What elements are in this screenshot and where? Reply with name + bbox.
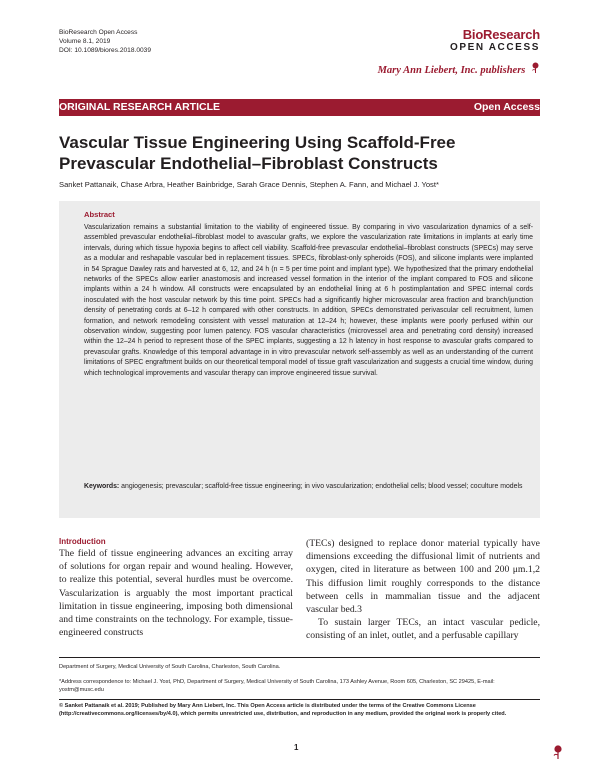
intro-paragraph-1 [59, 547, 293, 639]
intro-text-2: (TECs) designed to replace donor material typically have dimensions exceeding the diffusional limit of nutrients and oxygen, cited in literature as between 100 and 200 μm.1,2 This diffusion limit roughly corresponds to the distance between cells in mammalian tissue and the adjacent vascular bed.3 [306, 538, 540, 616]
journal-volume: Volume 8.1, 2019 [59, 38, 111, 45]
abstract-box [59, 201, 540, 518]
abstract-text: Vascularization remains a substantial limitation to the viability of engineered tissue. By comparing in vivo vascularization dynamics of a self-assembled prevascular endothelial–fibroblast model to avascular grafts, we explore the vascularization rate limitations in implants at early time intervals, during which tissue hypoxia begins to affect cell viability. Scaffold-free prevascular endothelial–fibroblast constructs (SPECs) may serve as a modular and reshapable vascular bed in replacement tissues. SPECs, fibroblast-only spheroids (FOS), and silicone implants were implanted in 54 Sprague Dawley rats and harvested at 6, 12, and 24 h (n = 5 per time point and implant type). We hypothesized that the primary endothelial networks of the SPECs allow earlier anastomosis and increased vessel formation in the interior of the implant compared to FOS and silicone implants within a 24 h window. All constructs were encapsulated by an endothelial lining at 6 h postimplantation and SPEC internal cords inosculated with the host vascular network by this time point. SPECs had a significantly higher microvascular area fraction and branch/junction density of penetrating cords at 6–12 h compared with other constructs. In addition, SPECs demonstrated perivascular cell recruitment, lumen formation, and network remodeling consistent with vessel maturation at 12–24 h; however, these implants were poorly perfused within our observation window, suggesting poor lumen patency. FOS vascular characteristics (microvessel area and penetrating cord density) increased within the 12–24 h period to represent those of the SPEC implants, suggesting a 12 h latency in host response to avascular grafts compared to prevascular grafts. Knowledge of this temporal advantage in in vitro prevascular network self-assembly as well as an understanding of the current limitations of SPEC engraftment builds on our theoretical temporal model of tissue graft vascularization and suggests a crucial time window, during which technological improvements and vascular therapy can improve engineered tissue survival. [84, 224, 533, 377]
publisher-name: Mary Ann Liebert, Inc. publishers [377, 65, 526, 76]
rose-icon [552, 745, 564, 759]
journal-name: BioResearch Open Access [59, 29, 138, 36]
journal-doi: DOI: 10.1089/biores.2018.0039 [59, 47, 152, 54]
intro-column-1 [59, 537, 293, 639]
affiliation: Department of Surgery, Medical University of South Carolina, Charleston, South Carolina. [59, 664, 281, 670]
intro-heading: Introduction [59, 537, 106, 546]
access-label: Open Access [473, 101, 540, 113]
keywords-list: angiogenesis; prevascular; scaffold-free tissue engineering; in vivo vascularization; endothelial cells; blood vessel; coculture models [121, 483, 523, 490]
intro-text-1: The field of tissue engineering advances an exciting array of solutions for organ repair and wound healing. However, to realize this potential, several hurdles must be overcome. Vascularization is arguably the most important practical limitation in tissue engineering, imposing both dimensional and time constraints on the technology. For example, tissue-engineered constructs [59, 548, 293, 639]
abstract-heading: Abstract [84, 210, 115, 219]
intro-text-3: To sustain larger TECs, an intact vascular pedicle, consisting of an inlet, outlet, and a perfusable capillary [306, 617, 540, 642]
title-line-2: Prevascular Endothelial–Fibroblast Constructs [59, 154, 438, 173]
title-line-1: Vascular Tissue Engineering Using Scaffold-Free [59, 133, 456, 152]
article-type-banner [59, 99, 540, 116]
page-number: 1 [294, 743, 299, 752]
brand-subtitle: OPEN ACCESS [449, 42, 540, 53]
rose-icon [531, 62, 540, 76]
intro-column-2 [306, 537, 540, 643]
journal-meta [59, 28, 151, 55]
footnote-divider [59, 657, 540, 658]
author-list: Sanket Pattanaik, Chase Arbra, Heather Bainbridge, Sarah Grace Dennis, Stephen A. Fann, and Michael J. Yost* [59, 180, 439, 189]
publisher-logo [378, 62, 540, 76]
license-divider [59, 699, 540, 700]
correspondence: *Address correspondence to: Michael J. Yost, PhD, Department of Surgery, Medical University of South Carolina, 173 Ashley Avenue, Room 605, Charleston, SC 29425, E-mail: yostm@musc.edu [59, 679, 495, 693]
article-type: ORIGINAL RESEARCH ARTICLE [59, 101, 221, 113]
intro-paragraphs [306, 537, 540, 643]
article-title [59, 132, 540, 174]
license-text: © Sanket Pattanaik et al. 2019; Published by Mary Ann Liebert, Inc. This Open Access article is distributed under the terms of the Creative Commons License (http://creativecommons.org/licenses/by/4.0), which permits unrestricted use, distribution, and reproduction in any medium, provided the original work is properly cited. [59, 703, 507, 717]
keywords [84, 482, 533, 492]
brand-title: BioResearch [462, 27, 540, 42]
keywords-label: Keywords: [84, 483, 120, 490]
